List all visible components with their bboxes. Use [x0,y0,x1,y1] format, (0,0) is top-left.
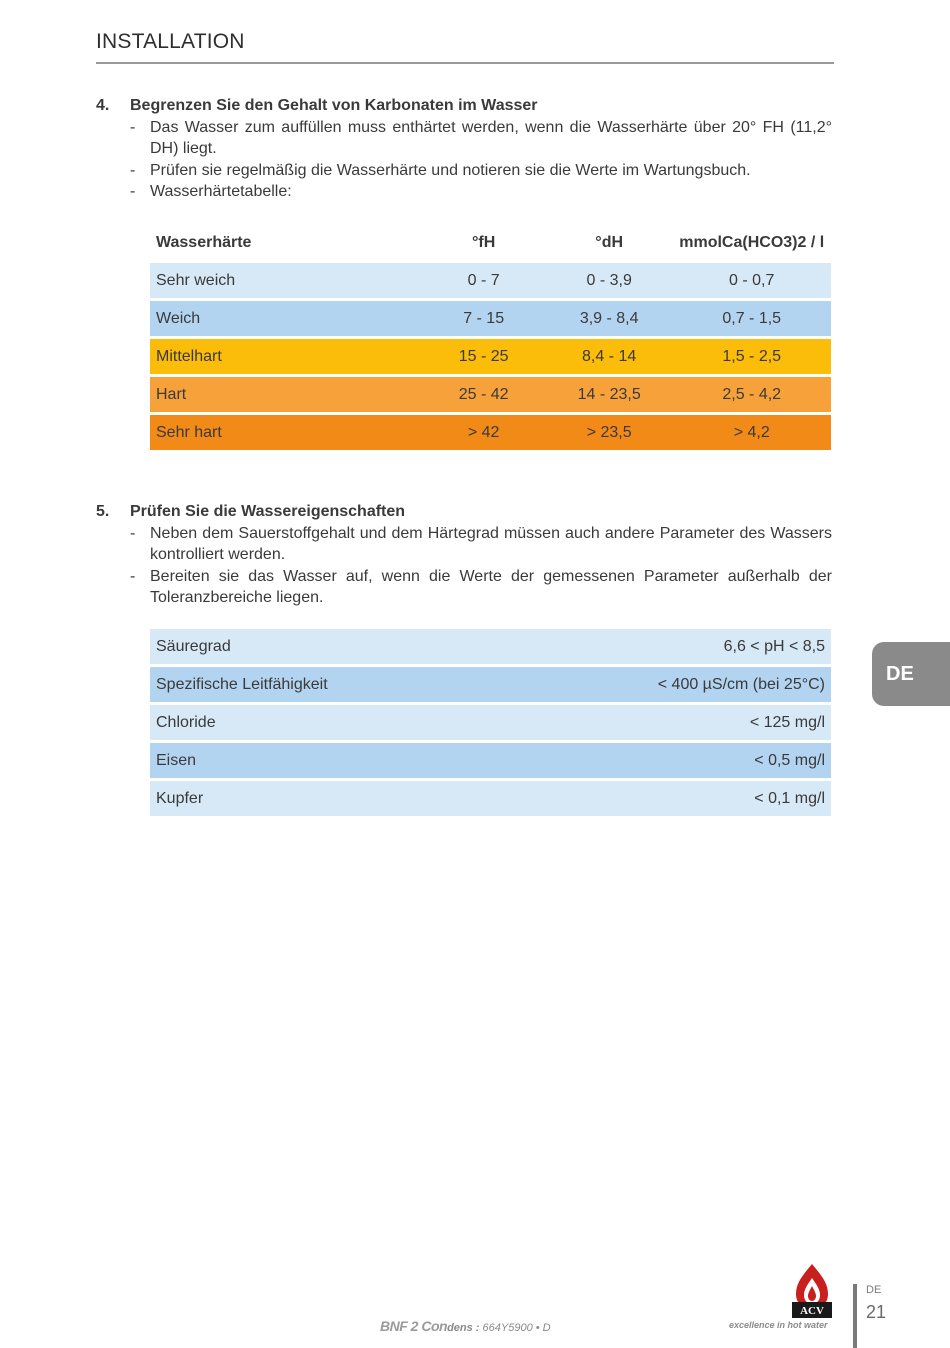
table-cell: 3,9 - 8,4 [546,301,673,336]
table-cell: > 42 [421,415,545,450]
hardness-category: Mittelhart [150,339,421,374]
water-hardness-table [150,223,831,453]
footer-brand: BNF 2 Con [380,1318,448,1334]
table-cell: 7 - 15 [421,301,545,336]
table-cell: 0 - 3,9 [546,263,673,298]
list-item: - Bereiten sie das Wasser auf, wenn die Werte der gemessenen Parameter außerhalb der Toleranzbereiche liegen. [130,567,832,606]
parameter-value: < 400 µS/cm (bei 25°C) [495,667,831,702]
table-cell: 0 - 7 [421,263,545,298]
list-item: - Prüfen sie regelmäßig die Wasserhärte und notieren sie die Werte im Wartungsbuch. [130,161,751,179]
section-water-properties [96,501,832,609]
footer-tagline: excellence in hot water [729,1320,828,1330]
parameter-value: < 125 mg/l [495,705,831,740]
footer-code: 664Y5900 • D [482,1322,551,1334]
table-row [150,781,831,816]
hardness-category: Hart [150,377,421,412]
section-number: 5. [96,503,110,520]
table-cell: 1,5 - 2,5 [672,339,831,374]
parameter-value: < 0,5 mg/l [495,743,831,778]
table-cell: 0 - 0,7 [672,263,831,298]
table-row [150,301,831,336]
parameter-label: Spezifische Leitfähigkeit [150,667,495,702]
list-item: - Neben dem Sauerstoffgehalt und dem Härtegrad müssen auch andere Parameter des Wassers kontrolliert werden. [130,524,832,563]
parameter-label: Chloride [150,705,495,740]
header-divider [96,62,834,64]
column-header: mmolCa(HCO3)2 / l [679,234,825,251]
table-row [150,377,831,412]
table-cell: 14 - 23,5 [546,377,673,412]
page-number: 21 [866,1302,887,1322]
column-header: °fH [472,234,496,251]
parameter-label: Säuregrad [150,629,495,664]
section-title: Prüfen Sie die Wassereigenschaften [130,503,406,520]
table-cell: > 23,5 [546,415,673,450]
parameter-label: Eisen [150,743,495,778]
hardness-category: Sehr weich [150,263,421,298]
page-header-title: INSTALLATION [96,30,245,53]
list-item: - Wasserhärtetabelle: [130,183,292,200]
table-cell: 2,5 - 4,2 [672,377,831,412]
section-carbonates [96,95,832,203]
footer-brand-suffix: dens : [447,1322,480,1334]
bullet-list [96,117,832,203]
language-tab-de: DE [872,642,950,706]
table-row [150,629,831,664]
table-row [150,339,831,374]
table-header-row [150,226,831,260]
table-row [150,743,831,778]
table-cell: 8,4 - 14 [546,339,673,374]
table-cell: 15 - 25 [421,339,545,374]
table-cell: 0,7 - 1,5 [672,301,831,336]
page-marker-bar [853,1284,857,1348]
list-item: - Das Wasser zum auffüllen muss enthärtet werden, wenn die Wasserhärte über 20° FH (11,2° DH) liegt. [130,118,832,157]
water-parameters-table [150,626,831,819]
section-number: 4. [96,97,110,114]
table-row [150,263,831,298]
table-row [150,667,831,702]
parameter-value: < 0,1 mg/l [495,781,831,816]
footer-document-ref [380,1318,551,1334]
section-heading [96,95,832,117]
table-row [150,705,831,740]
section-heading [96,501,832,523]
acv-logo [790,1262,834,1320]
parameter-label: Kupfer [150,781,495,816]
hardness-category: Weich [150,301,421,336]
parameter-value: 6,6 < pH < 8,5 [495,629,831,664]
table-row [150,415,831,450]
logo-text: ACV [800,1305,824,1317]
hardness-category: Sehr hart [150,415,421,450]
section-title: Begrenzen Sie den Gehalt von Karbonaten im Wasser [130,97,538,114]
table-cell: 25 - 42 [421,377,545,412]
column-header: Wasserhärte [156,234,252,251]
bullet-list [96,523,832,609]
page-language: DE [866,1284,882,1296]
table-cell: > 4,2 [672,415,831,450]
column-header: °dH [595,234,624,251]
